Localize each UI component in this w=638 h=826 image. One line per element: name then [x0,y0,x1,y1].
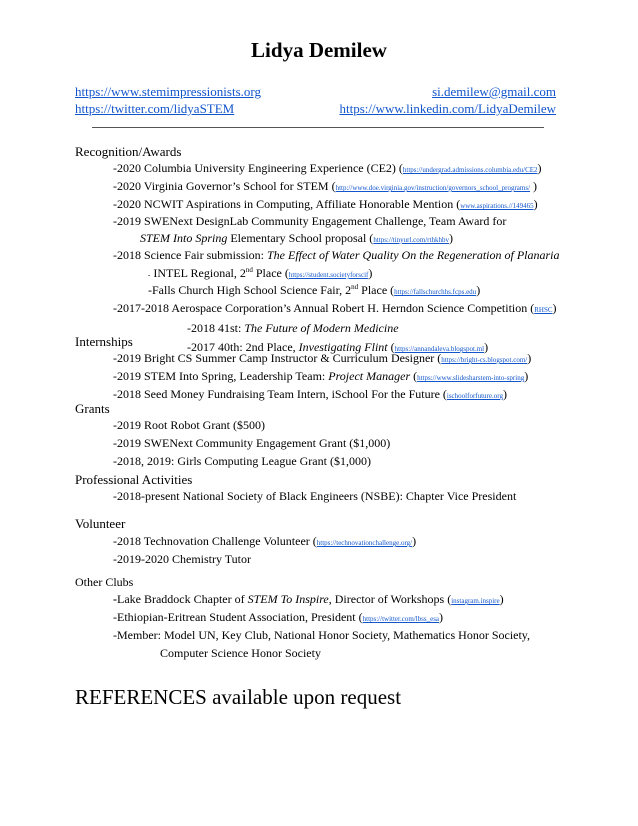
club-link-2[interactable]: https://twitter.com/lbss_esa [362,615,440,623]
twitter-link[interactable]: https://twitter.com/lidyaSTEM [75,101,235,116]
website-link[interactable]: https://www.stemimpressionists.org [75,84,261,99]
internship-link-2[interactable]: https://www.slidesharstem-into-spring [417,374,525,382]
club-line-4: Computer Science Honor Society [160,646,321,660]
internship-line-3: -2018 Seed Money Fundraising Team Intern, iSchool For the Future (ischoolforfuture.org) [113,387,507,401]
section-heading-clubs: Other Clubs [75,575,134,589]
club-line-3: -Member: Model UN, Key Club, National Honor Society, Mathematics Honor Society, [113,628,531,642]
award-line-2: -2020 Virginia Governor’s School for STEM (http://www.doe.virginia.gov/instruction/governors_school_programs/ ) [113,179,538,193]
grant-line-1: -2019 Root Robot Grant ($500) [113,418,265,432]
award-line-7: - INTEL Regional, 2nd Place (https://student.societyforscif) [148,266,373,280]
award-line-1: -2020 Columbia University Engineering Experience (CE2) (https://undergrad.admissions.columbia.edu/CE2) [113,161,542,175]
internship-line-1: -2019 Bright CS Summer Camp Instructor & Curriculum Designer (https://bright-cs.blogspot.com/) [113,351,532,365]
professional-line-1: -2018-present National Society of Black Engineers (NSBE): Chapter Vice President [113,489,517,503]
section-heading-professional: Professional Activities [75,472,193,487]
grant-line-3: -2018, 2019: Girls Computing League Grant ($1,000) [113,454,371,468]
internship-line-2: -2019 STEM Into Spring, Leadership Team: Project Manager (https://www.slidesharstem-into-spring) [113,369,529,383]
club-link-1[interactable]: instagram.inspire [451,597,500,605]
volunteer-link-1[interactable]: https://technovationchallenge.org/ [316,539,413,547]
award-link-8[interactable]: https://fallschurchhs.fcps.edu [394,288,477,296]
award-link-5[interactable]: https://tinyurl.com/rthkhbv [373,236,449,244]
references-note: REFERENCES available upon request [75,685,402,709]
award-link-7[interactable]: https://student.societyforscif [288,271,369,279]
section-heading-grants: Grants [75,401,110,416]
award-link-1[interactable]: https://undergrad.admissions.columbia.edu/CE2 [402,166,538,174]
resume-name: Lidya Demilew [251,38,387,62]
award-line-4: -2019 SWENext DesignLab Community Engagement Challenge, Team Award for [113,214,507,228]
grant-line-2: -2019 SWENext Community Engagement Grant ($1,000) [113,436,391,450]
section-heading-internships: Internships [75,334,133,349]
internship-link-1[interactable]: https://bright-cs.blogspot.com/ [441,356,528,364]
volunteer-line-2: -2019-2020 Chemistry Tutor [113,552,252,566]
award-link-3[interactable]: www.aspirations.//149465 [460,202,534,210]
award-line-11: -2017 40th: 2nd Place, Investigating Flint (https://annandaleva.blogspot.ml) [187,340,489,354]
section-heading-volunteer: Volunteer [75,516,126,531]
award-link-2[interactable]: http://www.doe.virginia.gov/instruction/governors_school_programs/ [335,184,531,192]
section-heading-recognition: Recognition/Awards [75,144,182,159]
award-link-9[interactable]: RHSC [534,306,553,314]
linkedin-link[interactable]: https://www.linkedin.com/LidyaDemilew [339,101,556,116]
header-divider [92,127,544,128]
volunteer-line-1: -2018 Technovation Challenge Volunteer (https://technovationchallenge.org/) [113,534,417,548]
award-line-10: -2018 41st: The Future of Modern Medicine [187,321,399,335]
award-line-5: STEM Into Spring Elementary School proposal (https://tinyurl.com/rthkhbv) [140,231,453,245]
internship-link-3[interactable]: ischoolforfuture.org [446,392,503,400]
award-link-11[interactable]: https://annandaleva.blogspot.ml [394,345,485,353]
email-link[interactable]: si.demilew@gmail.com [432,84,556,99]
award-line-3: -2020 NCWIT Aspirations in Computing, Affiliate Honorable Mention (www.aspirations.//149465) [113,197,538,211]
award-line-9: -2017-2018 Aerospace Corporation’s Annual Robert H. Herndon Science Competition (RHSC) [113,301,557,315]
club-line-2: -Ethiopian-Eritrean Student Association, President (https://twitter.com/lbss_esa) [113,610,444,624]
award-line-8: -Falls Church High School Science Fair, 2nd Place (https://fallschurchhs.fcps.edu) [148,283,481,297]
club-line-1: -Lake Braddock Chapter of STEM To Inspire, Director of Workshops (instagram.inspire) [113,592,504,606]
award-line-6: -2018 Science Fair submission: The Effect of Water Quality On the Regeneration of Planaria [113,248,560,262]
